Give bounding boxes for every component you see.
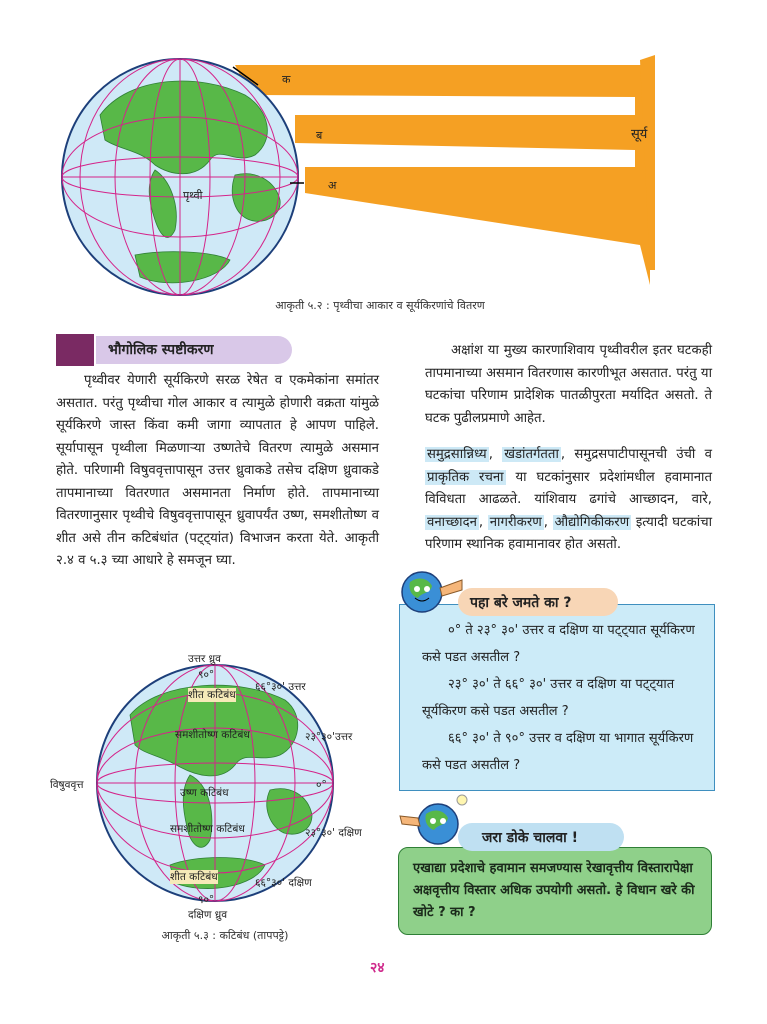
deg-90-bottom: ९०°: [198, 894, 215, 906]
text-run: ,: [478, 514, 488, 530]
deg-23-north: २३°३०'उत्तर: [305, 731, 353, 743]
zone-cold-north: शीत कटिबंध: [188, 689, 236, 701]
highlight-factor: समुद्रसान्निध्य: [427, 447, 487, 462]
question-box-title: पहा बरे जमते का ?: [470, 595, 572, 611]
heading-marker: [56, 334, 94, 366]
sun-label: सूर्य: [631, 127, 648, 142]
deg-90-top: ९०°: [198, 669, 215, 681]
think-box-title: जरा डोके चालवा !: [482, 830, 579, 846]
deg-66-south: ६६°३०' दक्षिण: [255, 877, 312, 889]
zone-hot: उष्ण कटिबंध: [180, 787, 229, 799]
zone-temperate-south: समशीतोष्ण कटिबंध: [170, 823, 245, 835]
section-paragraph: पृथ्वीवर येणारी सूर्यकिरणे सरळ रेषेत व एकमेकांना समांतर असतात. परंतु पृथ्वीचा गोल आकार व त्यामुळे होणारी वक्रता यांमुळे सूर्यकिरणे जास्त किंवा कमी जागा व्यापतात हे आपण पाहिले. सूर्यापासून पृथ्वीला मिळणाऱ्या उष्णतेचे वितरण त्यामुळे असमान होते. परिणामी विषुववृत्तापासून उत्तर ध्रुवाकडे तसेच दक्षिण ध्रुवाकडे तापमानाच्या वितरणात असमानता निर्माण होते. तापमानाच्या वितरणानुसार पृथ्वीचे विषुववृत्तापासून ध्रुवापर्यंत उष्ण, समशीतोष्ण व शीत असे तीन कटिबंधांत (पट्ट्यांत) विभाजन करता येते. आकृती २.४ व ५.३ च्या आधारे हे समजून घ्या.: [56, 373, 379, 568]
figure-sun-rays: [60, 55, 660, 300]
zone-temperate-north: समशीतोष्ण कटिबंध: [175, 729, 250, 741]
text-run: इत्यादी घटकांचा परिणाम स्थानिक हवामानावर होत असतो.: [425, 514, 712, 552]
deg-0: ०°: [316, 779, 327, 791]
text-run: ,: [488, 447, 503, 462]
highlight-factor: खंडांतर्गतता: [504, 447, 559, 462]
section-title: भौगोलिक स्पष्टीकरण: [108, 342, 214, 358]
deg-23-south: २३°३०' दक्षिण: [305, 827, 362, 839]
ray-label-ba: ब: [316, 129, 323, 142]
factors-list: [425, 444, 712, 557]
question-3: ६६° ३०' ते ९०° उत्तर व दक्षिण या भागात सूर्यकिरण कसे पडत असतील ?: [422, 731, 694, 773]
question-1: ०° ते २३° ३०' उत्तर व दक्षिण या पट्ट्यात सूर्यकिरण कसे पडत असतील ?: [422, 623, 695, 665]
equator-label: विषुववृत्त: [50, 779, 84, 791]
think-box-text: एखाद्या प्रदेशाचे हवामान समजण्यास रेखावृत्तीय विस्तारापेक्षा अक्षवृत्तीय विस्तार अधिक उपयोगी असतो. हे विधान खरे की खोटे ? का ?: [413, 861, 695, 920]
section-heading: [56, 334, 242, 366]
globe-mascot-icon: [400, 568, 468, 616]
text-run: , समुद्रसपाटीपासूनची उंची व: [560, 447, 713, 462]
deg-66-north: ६६°३०' उत्तर: [255, 681, 306, 693]
thinking-globe-icon: [398, 792, 474, 848]
figure1-caption: आकृती ५.२ : पृथ्वीचा आकार व सूर्यकिरणांचे वितरण: [275, 299, 485, 312]
question-box: [399, 604, 715, 791]
ray-label-ka: क: [282, 73, 291, 86]
ray-label-a: अ: [328, 179, 337, 192]
earth-label: पृथ्वी: [183, 189, 203, 202]
figure2-caption: आकृती ५.३ : कटिबंध (तापपट्टे): [161, 929, 289, 942]
highlight-factor: प्राकृतिक रचना: [427, 469, 504, 485]
highlight-factor: नागरीकरण: [489, 514, 542, 530]
think-box: [398, 847, 712, 935]
factors-intro: अक्षांश या मुख्य कारणाशिवाय पृथ्वीवरील इतर घटकही तापमानाच्या असमान वितरणास कारणीभूत असतात. परंतु या घटकांचा परिणाम प्रादेशिक पातळीपुरता मर्यादित असतो. ते घटक पुढीलप्रमाणे आहेत.: [425, 343, 712, 426]
zone-cold-south: शीत कटिबंध: [170, 871, 218, 883]
highlight-factor: औद्योगिकीकरण: [554, 514, 630, 530]
south-pole-label: दक्षिण ध्रुव: [188, 909, 228, 921]
text-run: ,: [543, 514, 553, 530]
north-pole-label: उत्तर ध्रुव: [188, 653, 221, 665]
text-run: या घटकांनुसार प्रदेशांमधील हवामानात विविधता आढळते. यांशिवाय ढगांचे आच्छादन, वारे,: [425, 469, 712, 507]
question-2: २३° ३०' ते ६६° ३०' उत्तर व दक्षिण या पट्ट्यात सूर्यकिरण कसे पडत असतील ?: [422, 677, 675, 719]
highlight-factor: वनाच्छादन: [427, 514, 477, 530]
page-number: २४: [370, 960, 385, 976]
